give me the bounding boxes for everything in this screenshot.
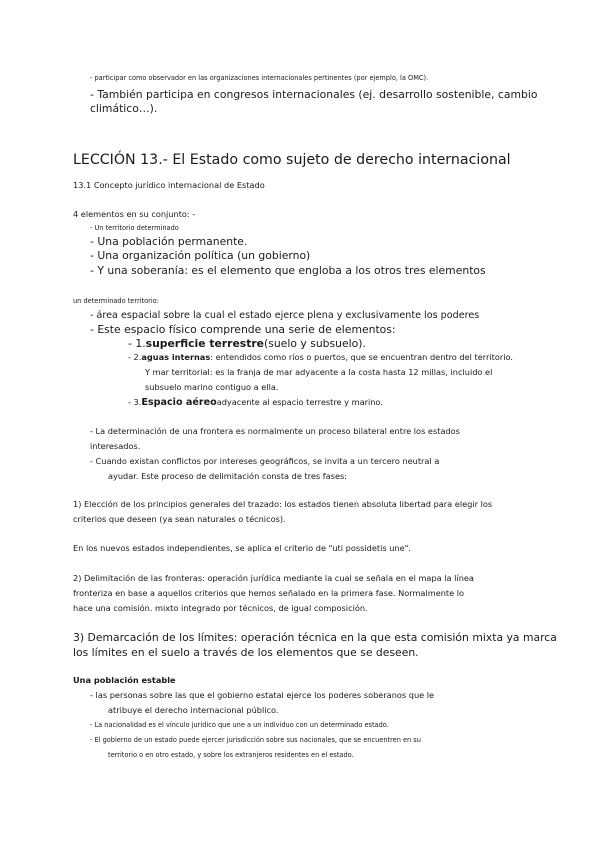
text-line: territorio o en otro estado, y sobre los extranjeros residentes en el estado.	[108, 751, 354, 759]
text-line: un determinado territorio:	[73, 297, 159, 305]
list-item	[128, 397, 383, 409]
list-item: - las personas sobre las que el gobierno estatal ejerce los poderes soberanos que le	[90, 690, 435, 700]
text-line: - participar como observador en las organizaciones internacionales pertinentes (por ejemplo, la OMC).	[90, 74, 429, 82]
bold-term: aguas internas	[141, 352, 211, 362]
list-item: - área espacial sobre la cual el estado ejerce plena y exclusivamente los poderes	[90, 310, 480, 321]
list-item: - Este espacio físico comprende una serie de elementos:	[90, 323, 396, 336]
text-line: 2) Delimitación de las fronteras: operación jurídica mediante la cual se señala en el mapa la línea	[73, 573, 474, 583]
text-line: los límites en el suelo a través de los elementos que se deseen.	[73, 646, 419, 659]
section-heading: 13.1 Concepto jurídico internacional de Estado	[73, 180, 265, 190]
bold-term: superficie terrestre	[145, 337, 265, 350]
text-fragment: - 3.	[128, 397, 142, 407]
text-line: atribuye el derecho internacional público.	[108, 705, 279, 715]
list-item: - Cuando existan conflictos por intereses geográficos, se invita a un tercero neutral a	[90, 456, 440, 466]
lesson-title: LECCIÓN 13.- El Estado como sujeto de derecho internacional	[73, 152, 511, 168]
text-fragment: - 2.	[128, 352, 142, 362]
text-line: ayudar. Este proceso de delimitación consta de tres fases:	[108, 471, 348, 481]
list-item: - Una población permanente.	[90, 235, 248, 248]
text-line: - También participa en congresos internacionales (ej. desarrollo sostenible, cambio	[90, 88, 538, 101]
bold-term: Espacio aéreo	[141, 397, 217, 408]
text-fragment: - 1.	[128, 337, 146, 350]
list-item: - Y una soberanía: es el elemento que engloba a los otros tres elementos	[90, 264, 486, 277]
list-item	[128, 337, 366, 350]
text-fragment: : entendidos como ríos o puertos, que se encuentran dentro del territorio.	[210, 352, 513, 362]
text-line: fronteriza en base a aquellos criterios que hemos señalado en la primera fase. Normalmente lo	[73, 588, 465, 598]
text-line: En los nuevos estados independientes, se aplica el criterio de "uti possidetis une".	[73, 543, 412, 553]
text-line: subsuelo marino contiguo a ella.	[145, 382, 279, 392]
text-line: climático…).	[90, 102, 158, 115]
list-item: - La nacionalidad es el vínculo jurídico que une a un individuo con un determinado estado.	[90, 721, 389, 729]
list-item: - Un territorio determinado	[90, 224, 179, 232]
text-line: interesados.	[90, 441, 141, 451]
text-line: 4 elementos en su conjunto: -	[73, 209, 196, 219]
text-line: Y mar territorial: es la franja de mar adyacente a la costa hasta 12 millas, incluido el	[145, 367, 493, 377]
text-line: 3) Demarcación de los límites: operación técnica en la que esta comisión mixta ya marca	[73, 631, 557, 644]
text-line: criterios que deseen (ya sean naturales o técnicos).	[73, 514, 286, 524]
list-item: - El gobierno de un estado puede ejercer jurisdicción sobre sus nacionales, que se encuentren en su	[90, 736, 421, 744]
text-fragment: adyacente al espacio terrestre y marino.	[216, 397, 383, 407]
list-item	[128, 352, 513, 362]
text-line: 1) Elección de los principios generales del trazado: los estados tienen absoluta libertad para elegir los	[73, 499, 493, 509]
section-heading: Una población estable	[73, 675, 176, 685]
text-fragment: (suelo y subsuelo).	[264, 337, 366, 350]
list-item: - Una organización política (un gobierno)	[90, 249, 311, 262]
list-item: - La determinación de una frontera es normalmente un proceso bilateral entre los estados	[90, 426, 460, 436]
text-line: hace una comisión. mixto integrado por técnicos, de igual composición.	[73, 603, 368, 613]
